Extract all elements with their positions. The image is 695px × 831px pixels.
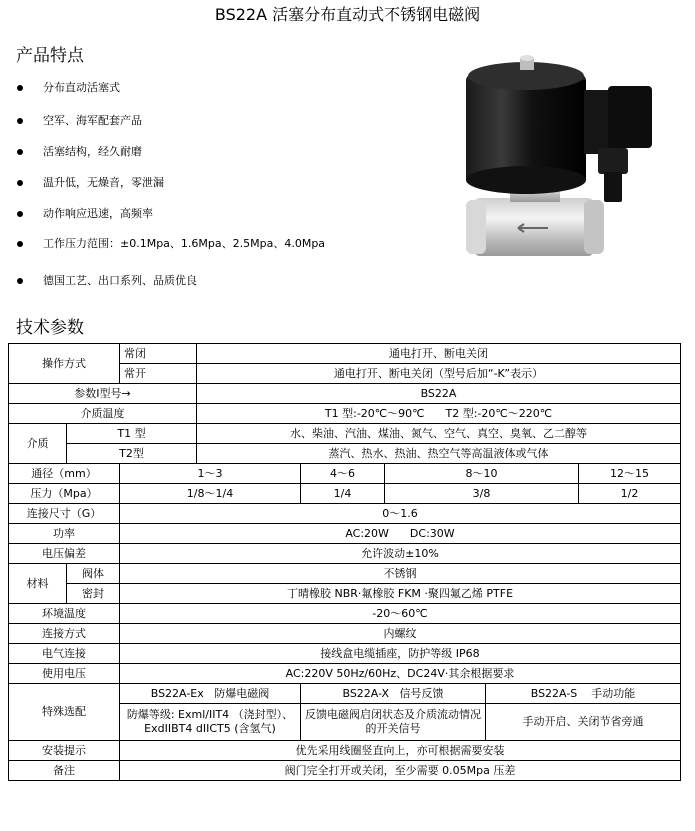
cell-value: 内螺纹 [120,624,681,644]
table-row [9,444,681,464]
cell-value: AC:20W DC:30W [120,524,681,544]
cell-value: 接线盒电缆插座，防护等级 IP68 [120,644,681,664]
cell-value: 阀门完全打开或关闭，至少需要 0.05Mpa 压差 [120,761,681,781]
table-row [9,484,681,504]
table-row [9,604,681,624]
table-row [9,584,681,604]
cell-value: 1/8～1/4 [120,484,301,504]
table-row [9,544,681,564]
cell-label: 功率 [9,524,120,544]
table-row [9,384,681,404]
cell-value: BS22A-S 手动功能 [486,684,681,704]
cell-value: 通电打开、断电关闭 [197,344,681,364]
table-row [9,624,681,644]
cell-value: BS22A [197,384,681,404]
table-row [9,564,681,584]
cell-label: 操作方式 [9,344,120,384]
cell-label: 环境温度 [9,604,120,624]
cell-label: 参数Ι型号→ [9,384,197,404]
cell-label: 安装提示 [9,741,120,761]
bullet-icon [17,118,23,124]
cell-value: BS22A-Ex 防爆电磁阀 [120,684,301,704]
table-row [9,504,681,524]
cell-value: 允许波动±10% [120,544,681,564]
cell-label: 阀体 [67,564,120,584]
table-row [9,684,681,704]
bullet-icon [17,85,23,91]
cell-label: 使用电压 [9,664,120,684]
table-row [9,664,681,684]
cell-value: 1～3 [120,464,301,484]
cell-value: AC:220V 50Hz/60Hz、DC24V·其余根据要求 [120,664,681,684]
cell-value: T1 型:-20℃～90℃ T2 型:-20℃～220℃ [197,404,681,424]
spec-table [8,343,681,781]
specs-heading: 技术参数 [16,318,84,338]
cell-value: 防爆等级: Exml/IIT4 （浇封型）、ExdIIBT4 dIICT5 (含氢气) [120,704,301,741]
table-row [9,424,681,444]
features-heading: 产品特点 [16,46,84,66]
cell-label: 备注 [9,761,120,781]
cell-value: 0～1.6 [120,504,681,524]
table-row [9,344,681,364]
cell-value: 反馈电磁阀启闭状态及介质流动情况的开关信号 [301,704,486,741]
cell-value: 8～10 [385,464,579,484]
bullet-icon [17,241,23,247]
cell-label: 介质温度 [9,404,197,424]
cell-label: 材料 [9,564,67,604]
cell-value: 4～6 [301,464,385,484]
table-row [9,524,681,544]
cell-value: 3/8 [385,484,579,504]
cell-label: 介质 [9,424,67,464]
cell-label: 常闭 [120,344,197,364]
cell-value: -20～60℃ [120,604,681,624]
cell-value: 通电打开、断电关闭（型号后加“-K”表示） [197,364,681,384]
cell-label: 密封 [67,584,120,604]
cell-value: 蒸汽、热水、热油、热空气等高温液体或气体 [197,444,681,464]
bullet-icon [17,180,23,186]
cell-label: T1 型 [67,424,197,444]
cell-value: 丁晴橡胶 NBR·氟橡胶 FKM ·聚四氟乙烯 PTFE [120,584,681,604]
cell-label: 连接尺寸（G） [9,504,120,524]
bullet-icon [17,149,23,155]
page-title: BS22A 活塞分布直动式不锈钢电磁阀 [214,5,481,24]
cell-value: 优先采用线圈竖直向上，亦可根据需要安装 [120,741,681,761]
table-row [9,761,681,781]
cell-value: 12～15 [579,464,681,484]
cell-value: 不锈钢 [120,564,681,584]
cell-label: 通径（mm） [9,464,120,484]
cell-label: T2型 [67,444,197,464]
cell-value: 手动开启、关闭节省旁通 [486,704,681,741]
cell-label: 电压偏差 [9,544,120,564]
cell-value: 1/4 [301,484,385,504]
cell-value: 水、柴油、汽油、煤油、氮气、空气、真空、臭氧、乙二醇等 [197,424,681,444]
cell-value: 1/2 [579,484,681,504]
table-row [9,404,681,424]
cell-label: 电气连接 [9,644,120,664]
table-row [9,464,681,484]
solenoid-valve-image [448,50,670,278]
bullet-icon [17,211,23,217]
cell-label: 连接方式 [9,624,120,644]
table-row [9,741,681,761]
bullet-icon [17,278,23,284]
cell-label: 常开 [120,364,197,384]
cell-value: BS22A-X 信号反馈 [301,684,486,704]
table-row [9,644,681,664]
cell-label: 压力（Mpa） [9,484,120,504]
cell-label: 特殊选配 [9,684,120,741]
